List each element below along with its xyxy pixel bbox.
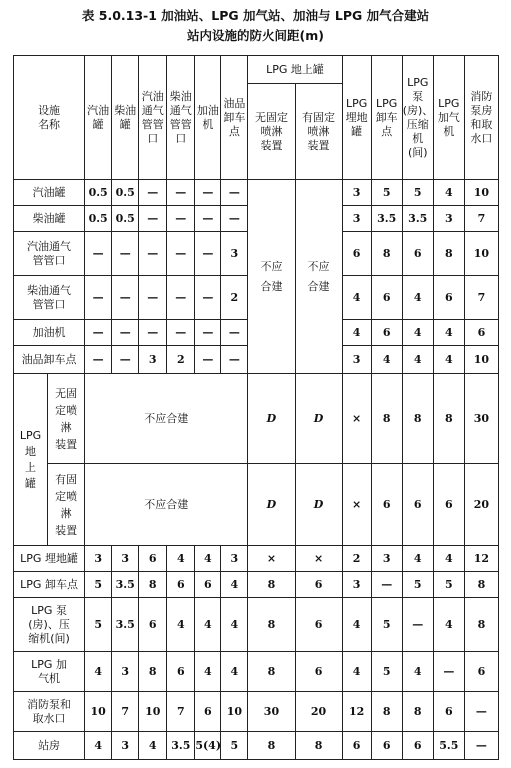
table-cell: 5 bbox=[85, 572, 112, 598]
row-subname: 无固 定喷 淋 装置 bbox=[48, 374, 85, 464]
table-cell: — bbox=[85, 346, 112, 374]
table-cell: 8 bbox=[464, 598, 498, 652]
table-cell: D bbox=[295, 374, 342, 464]
table-cell: — bbox=[195, 346, 221, 374]
table-cell: 8 bbox=[139, 572, 167, 598]
table-cell: 4 bbox=[342, 276, 371, 320]
table-cell: 3.5 bbox=[167, 732, 195, 760]
table-cell: × bbox=[248, 546, 295, 572]
table-cell: — bbox=[112, 346, 139, 374]
table-cell: 6 bbox=[371, 732, 402, 760]
table-cell: 4 bbox=[342, 598, 371, 652]
table-row bbox=[14, 692, 499, 732]
table-cell: 4 bbox=[195, 598, 221, 652]
table-cell: — bbox=[167, 180, 195, 206]
table-cell: 0.5 bbox=[112, 180, 139, 206]
table-cell: D bbox=[248, 464, 295, 546]
table-cell: — bbox=[85, 276, 112, 320]
table-cell: — bbox=[139, 320, 167, 346]
table-cell: 30 bbox=[464, 374, 498, 464]
table-cell: 2 bbox=[221, 276, 248, 320]
table-cell: — bbox=[85, 232, 112, 276]
row-name: LPG 卸车点 bbox=[14, 572, 85, 598]
table-cell: 6 bbox=[433, 464, 464, 546]
table-cell: 4 bbox=[342, 652, 371, 692]
table-cell: 5 bbox=[371, 652, 402, 692]
table-cell: 10 bbox=[139, 692, 167, 732]
table-cell: — bbox=[167, 206, 195, 232]
table-cell: 4 bbox=[433, 598, 464, 652]
table-cell: — bbox=[112, 276, 139, 320]
table-cell: 8 bbox=[433, 232, 464, 276]
header-lpg-dispenser: LPG 加气 机 bbox=[433, 56, 464, 180]
table-cell: 4 bbox=[402, 346, 433, 374]
header-gas-vent: 汽油 通气 管管 口 bbox=[139, 56, 167, 180]
table-cell: — bbox=[221, 320, 248, 346]
table-cell: 6 bbox=[464, 652, 498, 692]
table-cell: 3 bbox=[342, 572, 371, 598]
table-cell: — bbox=[139, 232, 167, 276]
table-cell: — bbox=[139, 180, 167, 206]
table-cell: 7 bbox=[464, 276, 498, 320]
table-cell: 6 bbox=[139, 546, 167, 572]
table-cell: 4 bbox=[433, 320, 464, 346]
header-no-spray: 无固定 喷淋 装置 bbox=[248, 84, 295, 180]
header-fire-pump: 消防 泵房 和取 水口 bbox=[464, 56, 498, 180]
table-cell: 8 bbox=[402, 692, 433, 732]
table-cell: 6 bbox=[371, 320, 402, 346]
header-lpg-pump: LPG 泵 (房)、 压缩 机 (间) bbox=[402, 56, 433, 180]
table-cell: 4 bbox=[221, 652, 248, 692]
header-lpg-unload: LPG 卸车 点 bbox=[371, 56, 402, 180]
table-cell: 6 bbox=[295, 652, 342, 692]
row-subname: 有固 定喷 淋 装置 bbox=[48, 464, 85, 546]
table-cell: 8 bbox=[248, 732, 295, 760]
table-cell: — bbox=[112, 232, 139, 276]
table-cell: 4 bbox=[195, 652, 221, 692]
table-cell: 8 bbox=[371, 374, 402, 464]
table-cell: — bbox=[371, 572, 402, 598]
table-cell: 0.5 bbox=[85, 206, 112, 232]
table-cell: 4 bbox=[402, 546, 433, 572]
row-name: LPG 加 气机 bbox=[14, 652, 85, 692]
table-cell: — bbox=[464, 692, 498, 732]
table-cell: 6 bbox=[342, 232, 371, 276]
table-cell: 6 bbox=[402, 464, 433, 546]
table-cell: 6 bbox=[295, 572, 342, 598]
header-diesel-tank: 柴油 罐 bbox=[112, 56, 139, 180]
table-cell: 4 bbox=[139, 732, 167, 760]
table-cell: 3.5 bbox=[112, 572, 139, 598]
table-cell: 30 bbox=[248, 692, 295, 732]
table-cell: 4 bbox=[195, 546, 221, 572]
table-row bbox=[14, 652, 499, 692]
table-cell: 3 bbox=[342, 206, 371, 232]
header-dispenser: 加油 机 bbox=[195, 56, 221, 180]
table-cell: — bbox=[464, 732, 498, 760]
table-cell: — bbox=[112, 320, 139, 346]
table-cell: 3 bbox=[112, 732, 139, 760]
row-name: 加油机 bbox=[14, 320, 85, 346]
header-lpg-above: LPG 地上罐 bbox=[248, 56, 342, 84]
caption-line-2: 站内设施的防火间距(m) bbox=[187, 28, 324, 43]
table-cell: 7 bbox=[112, 692, 139, 732]
table-cell: 3.5 bbox=[112, 598, 139, 652]
table-cell: 6 bbox=[167, 572, 195, 598]
table-cell: 10 bbox=[464, 180, 498, 206]
table-cell: D bbox=[295, 464, 342, 546]
table-cell: 6 bbox=[342, 732, 371, 760]
table-cell: 5 bbox=[85, 598, 112, 652]
table-cell: — bbox=[195, 180, 221, 206]
table-cell: 20 bbox=[295, 692, 342, 732]
table-cell: 8 bbox=[139, 652, 167, 692]
merged-not-allowed: 不应 合建 bbox=[248, 180, 295, 374]
table-cell: — bbox=[195, 320, 221, 346]
table-cell: 4 bbox=[85, 652, 112, 692]
table-cell: — bbox=[221, 346, 248, 374]
table-row bbox=[14, 732, 499, 760]
header-gas-tank: 汽油 罐 bbox=[85, 56, 112, 180]
row-name: 汽油罐 bbox=[14, 180, 85, 206]
table-cell: 5.5 bbox=[433, 732, 464, 760]
table-cell: 6 bbox=[433, 692, 464, 732]
table-cell: — bbox=[195, 232, 221, 276]
table-cell: 8 bbox=[433, 374, 464, 464]
merged-not-allowed: 不应合建 bbox=[85, 464, 248, 546]
row-name: 油品卸车点 bbox=[14, 346, 85, 374]
header-oil-unload: 油品 卸车 点 bbox=[221, 56, 248, 180]
table-cell: 3 bbox=[371, 546, 402, 572]
table-row bbox=[14, 464, 499, 546]
table-cell: 4 bbox=[402, 276, 433, 320]
row-name: 汽油通气 管管口 bbox=[14, 232, 85, 276]
table-cell: 6 bbox=[371, 276, 402, 320]
table-row bbox=[14, 546, 499, 572]
table-cell: — bbox=[195, 206, 221, 232]
table-cell: 4 bbox=[402, 320, 433, 346]
table-cell: × bbox=[295, 546, 342, 572]
table-cell: 6 bbox=[402, 732, 433, 760]
table-cell: 2 bbox=[167, 346, 195, 374]
table-cell: 8 bbox=[464, 572, 498, 598]
table-cell: 8 bbox=[402, 374, 433, 464]
row-name: 消防泵和 取水口 bbox=[14, 692, 85, 732]
table-cell: 0.5 bbox=[112, 206, 139, 232]
table-cell: — bbox=[139, 276, 167, 320]
table-cell: 4 bbox=[402, 652, 433, 692]
table-cell: 4 bbox=[221, 598, 248, 652]
table-cell: 12 bbox=[464, 546, 498, 572]
table-cell: 6 bbox=[464, 320, 498, 346]
table-cell: 10 bbox=[464, 232, 498, 276]
table-cell: — bbox=[433, 652, 464, 692]
row-name: LPG 埋地罐 bbox=[14, 546, 85, 572]
row-name: 站房 bbox=[14, 732, 85, 760]
table-cell: 3 bbox=[85, 546, 112, 572]
row-name: LPG 泵 (房)、压 缩机(间) bbox=[14, 598, 85, 652]
merged-not-allowed: 不应 合建 bbox=[295, 180, 342, 374]
table-cell: — bbox=[139, 206, 167, 232]
table-row bbox=[14, 598, 499, 652]
table-cell: 4 bbox=[433, 180, 464, 206]
table-cell: — bbox=[195, 276, 221, 320]
table-cell: D bbox=[248, 374, 295, 464]
table-cell: 10 bbox=[464, 346, 498, 374]
table-cell: 3 bbox=[433, 206, 464, 232]
table-cell: 2 bbox=[342, 546, 371, 572]
table-cell: 4 bbox=[167, 546, 195, 572]
table-cell: 3 bbox=[342, 346, 371, 374]
row-name: 柴油罐 bbox=[14, 206, 85, 232]
table-cell: 5 bbox=[402, 180, 433, 206]
table-cell: 4 bbox=[167, 598, 195, 652]
table-cell: 3 bbox=[221, 546, 248, 572]
table-cell: 6 bbox=[402, 232, 433, 276]
table-cell: 4 bbox=[371, 346, 402, 374]
header-lpg-buried: LPG 埋地 罐 bbox=[342, 56, 371, 180]
table-cell: 5(4) bbox=[195, 732, 221, 760]
table-cell: 5 bbox=[402, 572, 433, 598]
table-cell: 10 bbox=[221, 692, 248, 732]
table-cell: 5 bbox=[221, 732, 248, 760]
table-cell: — bbox=[85, 320, 112, 346]
table-cell: 3 bbox=[112, 546, 139, 572]
table-row bbox=[14, 374, 499, 464]
table-cell: 6 bbox=[371, 464, 402, 546]
header-facility: 设施 名称 bbox=[14, 56, 85, 180]
table-cell: 5 bbox=[433, 572, 464, 598]
table-cell: 6 bbox=[139, 598, 167, 652]
table-cell: 3.5 bbox=[402, 206, 433, 232]
table-cell: 10 bbox=[85, 692, 112, 732]
row-group-lpg-above: LPG 地 上 罐 bbox=[14, 374, 48, 546]
table-cell: 4 bbox=[433, 346, 464, 374]
table-cell: 8 bbox=[248, 572, 295, 598]
table-cell: — bbox=[167, 276, 195, 320]
fire-spacing-table bbox=[13, 55, 499, 760]
table-cell: 8 bbox=[248, 652, 295, 692]
table-cell: — bbox=[402, 598, 433, 652]
table-cell: 6 bbox=[295, 598, 342, 652]
table-cell: 0.5 bbox=[85, 180, 112, 206]
table-cell: 5 bbox=[371, 180, 402, 206]
table-cell: 20 bbox=[464, 464, 498, 546]
header-with-spray: 有固定 喷淋 装置 bbox=[295, 84, 342, 180]
table-cell: 3 bbox=[221, 232, 248, 276]
table-cell: 6 bbox=[433, 276, 464, 320]
row-name: 柴油通气 管管口 bbox=[14, 276, 85, 320]
table-cell: 12 bbox=[342, 692, 371, 732]
table-cell: 8 bbox=[248, 598, 295, 652]
table-cell: 8 bbox=[295, 732, 342, 760]
table-cell: 4 bbox=[221, 572, 248, 598]
table-cell: 8 bbox=[371, 232, 402, 276]
table-cell: 4 bbox=[342, 320, 371, 346]
table-cell: 4 bbox=[85, 732, 112, 760]
merged-not-allowed: 不应合建 bbox=[85, 374, 248, 464]
table-cell: 7 bbox=[167, 692, 195, 732]
table-cell: 3 bbox=[139, 346, 167, 374]
table-cell: × bbox=[342, 464, 371, 546]
table-cell: 8 bbox=[371, 692, 402, 732]
table-cell: — bbox=[167, 320, 195, 346]
table-cell: 5 bbox=[371, 598, 402, 652]
header-row-1 bbox=[14, 56, 499, 84]
table-caption bbox=[0, 0, 511, 46]
header-diesel-vent: 柴油 通气 管管 口 bbox=[167, 56, 195, 180]
caption-line-1: 表 5.0.13-1 加油站、LPG 加气站、加油与 LPG 加气合建站 bbox=[81, 8, 430, 23]
table-cell: 6 bbox=[195, 572, 221, 598]
table-cell: — bbox=[221, 206, 248, 232]
table-cell: 6 bbox=[167, 652, 195, 692]
table-row bbox=[14, 572, 499, 598]
table-cell: 7 bbox=[464, 206, 498, 232]
table-cell: 6 bbox=[195, 692, 221, 732]
table-cell: 3.5 bbox=[371, 206, 402, 232]
table-cell: 3 bbox=[112, 652, 139, 692]
table-cell: — bbox=[221, 180, 248, 206]
table-cell: — bbox=[167, 232, 195, 276]
table-cell: × bbox=[342, 374, 371, 464]
table-cell: 3 bbox=[342, 180, 371, 206]
table-cell: 4 bbox=[433, 546, 464, 572]
table-row bbox=[14, 180, 499, 206]
